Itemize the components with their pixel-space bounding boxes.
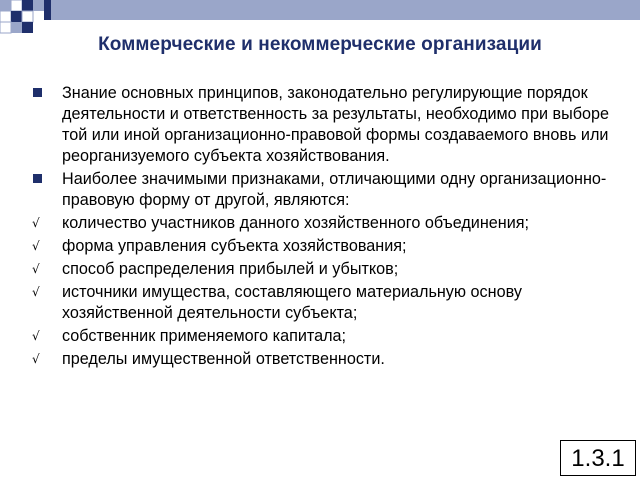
check-mark-icon: √ — [32, 329, 40, 343]
list-item — [30, 213, 610, 234]
slide-title: Коммерческие и некоммерческие организации — [98, 34, 542, 55]
list-item-text: количество участников данного хозяйственного объединения; — [62, 214, 530, 232]
list-item — [30, 349, 610, 370]
list-item-text: собственник применяемого капитала; — [62, 327, 347, 345]
list-item — [30, 326, 610, 347]
slide-number: 1.3.1 — [560, 440, 636, 476]
check-mark-icon: √ — [32, 352, 40, 366]
list-item — [30, 236, 610, 257]
list-item-text: форма управления субъекта хозяйствования; — [62, 237, 407, 255]
check-mark-icon: √ — [32, 285, 40, 299]
list-item-text: Наиболее значимыми признаками, отличающими одну организационно-правовую форму от другой, являются: — [62, 170, 607, 209]
list-item — [30, 259, 610, 280]
check-mark-icon: √ — [32, 216, 40, 230]
bullet-list — [30, 83, 610, 372]
square-bullet-icon — [33, 88, 42, 97]
list-item — [30, 282, 610, 324]
list-item-text: способ распределения прибылей и убытков; — [62, 260, 399, 278]
list-item-text: пределы имущественной ответственности. — [62, 350, 385, 368]
check-mark-icon: √ — [32, 239, 40, 253]
list-item-text: Знание основных принципов, законодательно регулирующие порядок деятельности и ответственность за результаты, необходимо при выборе той или иной организационно-правовой формы создаваемого вновь или реорганизуемого субъекта хозяйствования. — [62, 84, 610, 165]
list-item-text: источники имущества, составляющего материальную основу хозяйственной деятельности субъекта; — [62, 283, 522, 322]
square-bullet-icon — [33, 174, 42, 183]
check-mark-icon: √ — [32, 262, 40, 276]
list-item — [30, 83, 610, 167]
list-item — [30, 169, 610, 211]
